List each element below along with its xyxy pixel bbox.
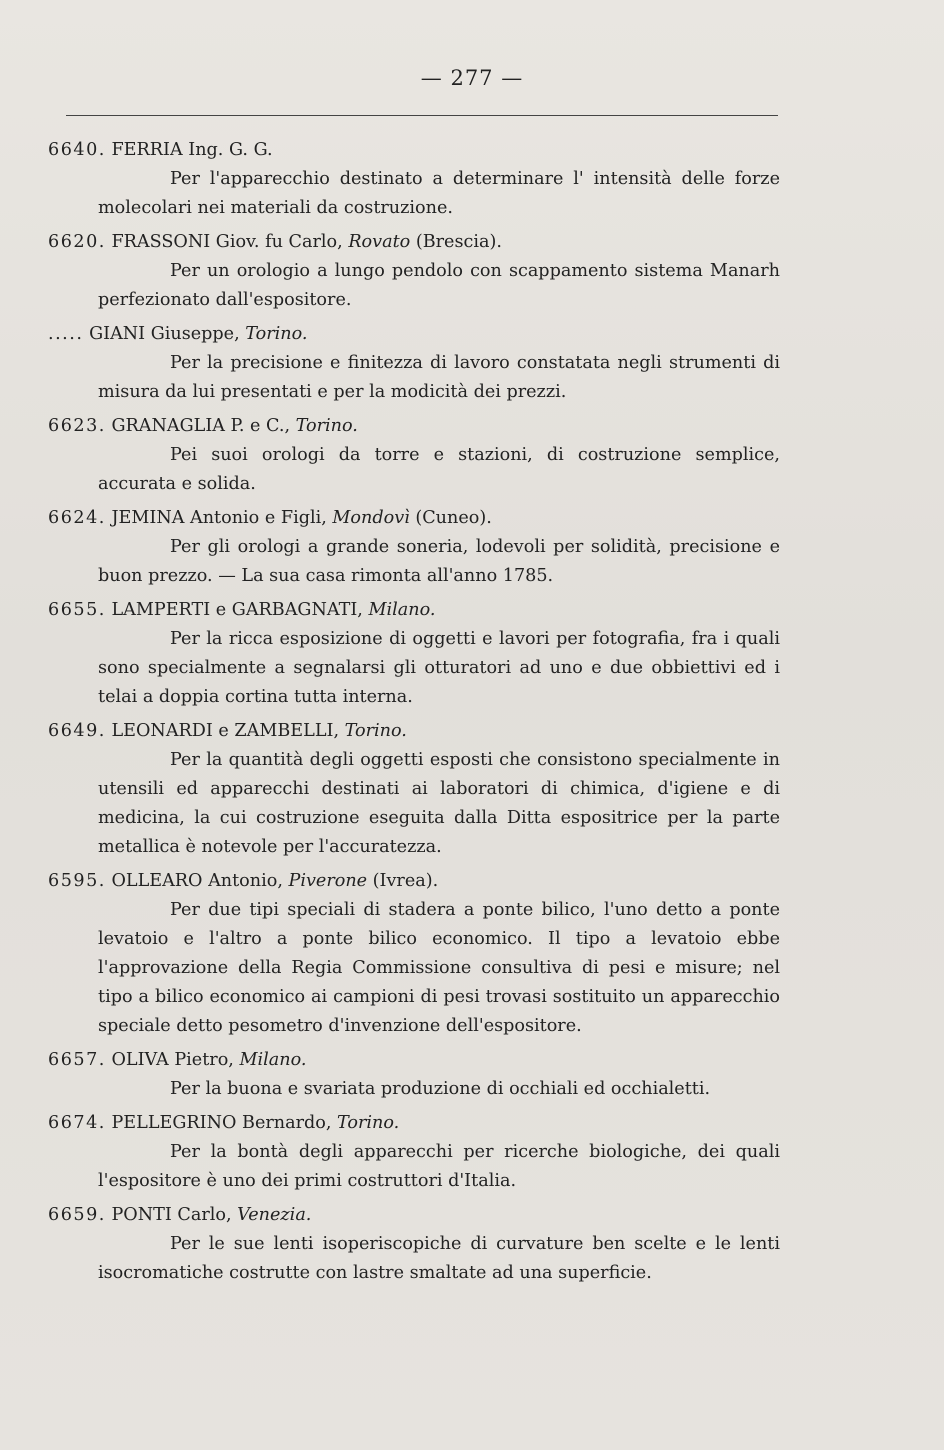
entry-heading — [48, 412, 780, 441]
entry-number: 6659. — [48, 1205, 106, 1225]
list-item — [48, 228, 780, 315]
list-item — [48, 1046, 780, 1104]
entry-text: Per la buona e svariata produzione di occhiali ed occhialetti. — [170, 1079, 711, 1099]
entry-number: 6657. — [48, 1050, 106, 1070]
entry-text: Per la bontà degli apparecchi per ricerche biologiche, dei quali l'espositore è uno dei primi costruttori d'Italia. — [98, 1142, 780, 1191]
entry-heading — [48, 136, 780, 165]
exhibitor-name: FERRIA Ing. G. G. — [111, 140, 273, 160]
exhibitor-name: LEONARDI e ZAMBELLI, — [111, 721, 340, 741]
entry-heading — [48, 320, 780, 349]
entry-heading — [48, 867, 780, 896]
exhibitor-name: OLLEARO Antonio, — [111, 871, 283, 891]
header-rule — [66, 115, 778, 116]
exhibitor-region: (Brescia). — [415, 232, 502, 252]
list-item — [48, 1109, 780, 1196]
exhibitor-name: JEMINA Antonio e Figli, — [111, 508, 327, 528]
exhibitor-location: Piverone — [288, 871, 368, 891]
exhibitor-name: OLIVA Pietro, — [111, 1050, 234, 1070]
list-item — [48, 320, 780, 407]
exhibitor-region: (Ivrea). — [372, 871, 439, 891]
exhibitor-location: Rovato — [348, 232, 411, 252]
entry-number: 6624. — [48, 508, 106, 528]
list-item — [48, 136, 780, 223]
exhibitor-name: GIANI Giuseppe, — [89, 324, 240, 344]
entry-text: Pei suoi orologi da torre e stazioni, di costruzione semplice, accurata e solida. — [98, 445, 780, 494]
list-item — [48, 596, 780, 712]
entry-number: ..... — [48, 324, 84, 344]
exhibitor-location: Venezia. — [237, 1205, 312, 1225]
exhibitor-location: Torino. — [245, 324, 308, 344]
entry-text: Per due tipi speciali di stadera a ponte bilico, l'uno detto a ponte levatoio e l'altro a ponte bilico economico. Il tipo a levatoio ebbe l'approvazione della Regia Commissione consultiva di pesi e misure; nel tipo a bilico economico ai campioni di pesi trovasi sostituito un apparecchio speciale detto pesometro d'invenzione dell'espositore. — [98, 900, 780, 1036]
list-item — [48, 412, 780, 499]
page-number: — 277 — — [420, 66, 524, 90]
list-item — [48, 867, 780, 1041]
exhibitor-location: Torino. — [344, 721, 407, 741]
list-item — [48, 504, 780, 591]
entry-heading — [48, 1046, 780, 1075]
entry-number: 6655. — [48, 600, 106, 620]
exhibitor-location: Milano. — [239, 1050, 307, 1070]
entry-text: Per l'apparecchio destinato a determinare l' intensità delle forze molecolari nei materiali da costruzione. — [98, 169, 780, 218]
entry-text: Per la ricca esposizione di oggetti e lavori per fotografia, fra i quali sono specialmente a segnalarsi gli otturatori ad uno e due obbiettivi ed i telai a doppia cortina tutta interna. — [98, 629, 780, 707]
entry-number: 6674. — [48, 1113, 106, 1133]
entry-text: Per la quantità degli oggetti esposti che consistono specialmente in utensili ed apparecchi destinati ai laboratori di chimica, d'igiene e di medicina, la cui costruzione eseguita dalla Ditta espositrice per la parte metallica è notevole per l'accuratezza. — [98, 750, 780, 857]
entry-number: 6620. — [48, 232, 106, 252]
entry-text: Per la precisione e finitezza di lavoro constatata negli strumenti di misura da lui presentati e per la modicità dei prezzi. — [98, 353, 780, 402]
entry-text: Per le sue lenti isoperiscopiche di curvature ben scelte e le lenti isocromatiche costrutte con lastre smaltate ad una superficie. — [98, 1234, 780, 1283]
exhibitor-location: Mondovì — [332, 508, 410, 528]
entry-heading — [48, 228, 780, 257]
exhibitor-location: Torino. — [295, 416, 358, 436]
entry-number: 6595. — [48, 871, 106, 891]
entry-heading — [48, 596, 780, 625]
exhibitor-location: Torino. — [337, 1113, 400, 1133]
entry-text: Per gli orologi a grande soneria, lodevoli per solidità, precisione e buon prezzo. — La sua casa rimonta all'anno 1785. — [98, 537, 780, 586]
entry-number: 6649. — [48, 721, 106, 741]
exhibitor-name: LAMPERTI e GARBAGNATI, — [111, 600, 363, 620]
entry-heading — [48, 1201, 780, 1230]
exhibitor-region: (Cuneo). — [415, 508, 492, 528]
exhibitor-name: PELLEGRINO Bernardo, — [111, 1113, 332, 1133]
entries-list — [48, 136, 780, 1293]
entry-heading — [48, 1109, 780, 1138]
exhibitor-name: FRASSONI Giov. fu Carlo, — [111, 232, 343, 252]
entry-heading — [48, 504, 780, 533]
entry-number: 6640. — [48, 140, 106, 160]
list-item — [48, 717, 780, 862]
entry-number: 6623. — [48, 416, 106, 436]
entry-text: Per un orologio a lungo pendolo con scappamento sistema Manarh perfezionato dall'espositore. — [98, 261, 780, 310]
exhibitor-name: GRANAGLIA P. e C., — [111, 416, 291, 436]
exhibitor-name: PONTI Carlo, — [111, 1205, 232, 1225]
exhibitor-location: Milano. — [368, 600, 436, 620]
entry-heading — [48, 717, 780, 746]
list-item — [48, 1201, 780, 1288]
